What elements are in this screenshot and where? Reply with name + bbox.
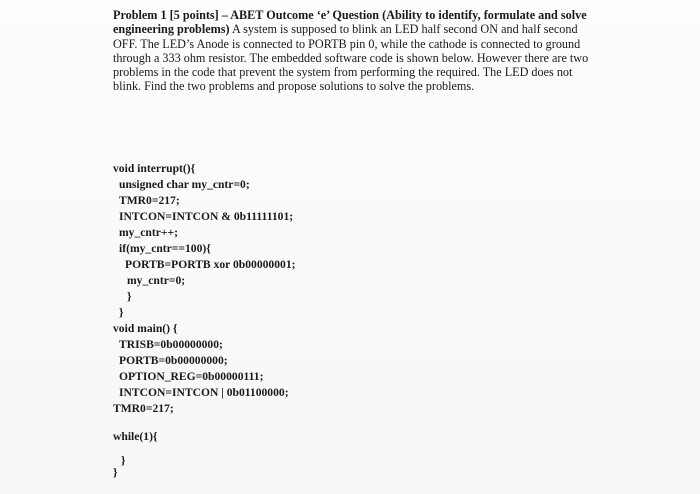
code-line: }	[127, 290, 132, 303]
code-line: PORTB=0b00000000;	[119, 354, 228, 367]
code-line: INTCON=INTCON & 0b11111101;	[119, 210, 294, 223]
code-line: while(1){	[113, 430, 158, 443]
code-line: TRISB=0b00000000;	[119, 338, 223, 351]
code-line: void main() {	[113, 322, 178, 335]
code-line: }	[121, 454, 126, 467]
code-line: my_cntr++;	[119, 226, 178, 239]
code-line: OPTION_REG=0b00000111;	[119, 370, 264, 383]
code-line: my_cntr=0;	[127, 274, 186, 287]
problem-statement	[113, 8, 593, 94]
code-line: INTCON=INTCON | 0b01100000;	[119, 386, 289, 399]
code-line: if(my_cntr==100){	[119, 242, 211, 255]
code-line: TMR0=217;	[119, 194, 180, 207]
problem-heading: Problem 1 [5 points] – ABET Outcome ‘e’ Question (Ability to identify, formulate and solve engineering problems)	[113, 8, 587, 37]
code-line: void interrupt(){	[113, 162, 196, 175]
code-line: PORTB=PORTB xor 0b00000001;	[125, 258, 296, 271]
code-line: TMR0=217;	[113, 402, 174, 415]
problem-description: A system is supposed to blink an LED half second ON and half second OFF. The LED’s Anode is connected to PORTB pin 0, while the cathode is connected to ground through a 333 ohm resistor. The embedded software code is shown below. However there are two problems in the code that prevent the system from performing the required. The LED does not blink. Find the two problems and propose solutions to solve the problems.	[113, 22, 589, 94]
code-line: }	[119, 306, 124, 319]
code-line: unsigned char my_cntr=0;	[119, 178, 250, 191]
code-line: }	[113, 466, 118, 479]
